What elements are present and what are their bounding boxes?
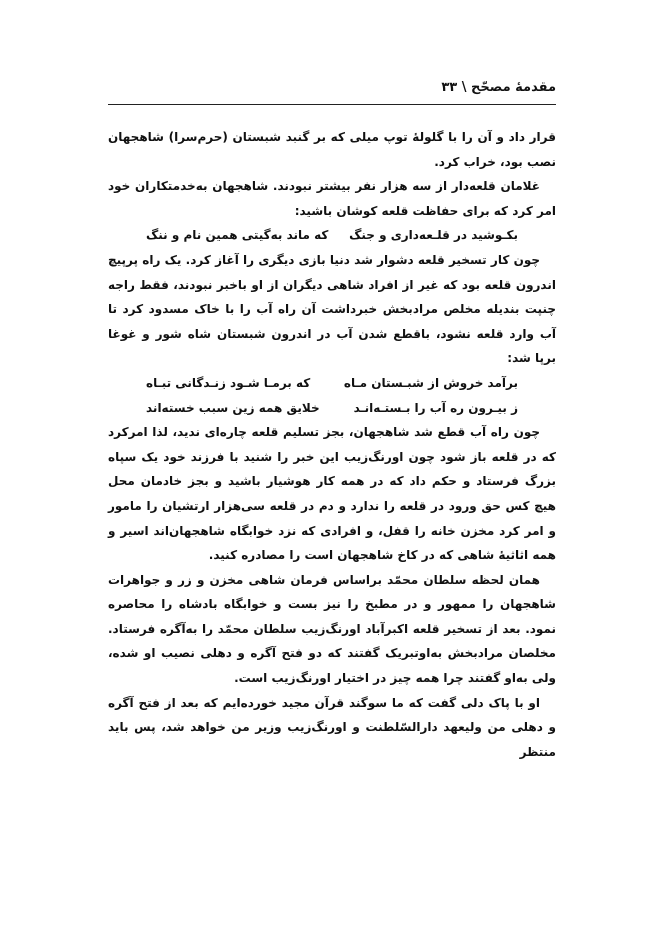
verse-2-right-hemistich: برآمد خروش از شبـستان مـاه (343, 375, 518, 390)
verse-3-left-hemistich: خلایق همه زین سبب خسته‌اند (146, 400, 320, 415)
paragraph-2: غلامان قلعه‌دار از سه هزار نفر بیشتر نبودند. شاهجهان به‌خدمتکاران خود امر کرد که برای حفاظت قلعه کوشان باشید: (108, 179, 556, 218)
verse-2 (108, 371, 556, 396)
paragraph-1: قرار داد و آن را با گلولهٔ توپ میلی که بر گنبد شبستان (حرم‌سرا) شاهجهان نصب بود، خراب کرد. (108, 130, 556, 169)
verse-1-right-hemistich: بکـوشید در قلـعه‌داری و جنگ (349, 228, 518, 243)
page (108, 78, 556, 764)
paragraph-4: چون راه آب قطع شد شاهجهان، بجز تسلیم قلعه چاره‌ای ندید، لذا امرکرد که در قلعه باز شود چون اورنگ‌زیب این خبر را شنید با فرزند خود یک سپاه بزرگ فرستاد و حکم داد که در همه کار هوشیار باشید و بجز خادمان محل هیچ کس حق ورود در قلعه را ندارد و دم در قلعه سی‌هزار ارتشیان را مامور و امر کرد مخزن خانه را قفل، و افرادی که نزد خوابگاه شاهجهان‌اند اسیر و همه اثاثیهٔ شاهی که در کاخ شاهجهان است را مصادره کنید. (108, 425, 556, 563)
body-text (108, 125, 556, 764)
verse-3-right-hemistich: ز بیـرون ره آب را بـستـه‌انـد (353, 400, 518, 415)
verse-3 (108, 396, 556, 421)
running-head: مقدمهٔ مصحّح \ ۳۳ (108, 78, 556, 105)
paragraph-6: او با پاک دلی گفت که ما سوگند قرآن مجید خورده‌ایم که بعد از فتح آگره و دهلی من ولیعهد دارالسّلطنت و اورنگ‌زیب وزیر من خواهد شد، پس باید منتظر (108, 695, 556, 759)
verse-1 (108, 223, 556, 248)
verse-2-left-hemistich: که برمـا شـود زنـدگانی تبـاه (146, 375, 311, 390)
paragraph-5: همان لحظه سلطان محمّد براساس فرمان شاهی مخزن و زر و جواهرات شاهجهان را ممهور و در مطبخ را نیز بست و خوابگاه بادشاه را محاصره نمود. بعد از تسخیر قلعه اکبرآباد اورنگ‌زیب سلطان محمّد را به‌آگره فرستاد. مخلصان مرادبخش به‌اوتبریک گفتند که دو فتح آگره و دهلی نصیب او شده، ولی به‌او گفتند چرا همه چیز در اختیار اورنگ‌زیب است. (108, 572, 556, 686)
verse-1-left-hemistich: که ماند به‌گیتی همین نام و ننگ (146, 228, 329, 243)
paragraph-3: چون کار تسخیر قلعه دشوار شد دنیا بازی دیگری را آغاز کرد. یک راه پرپیچ اندرون قلعه بود که غیر از افراد شاهی دیگران از او باخبر نبودند، فقط راجه چنپت بندیله مخلص مرادبخش خبرداشت آن راه آب را با خاک مسدود کرد تا آب وارد قلعه نشود، باقطع شدن آب در اندرون شبستان شاه شور و غوغا برپا شد: (108, 252, 556, 366)
